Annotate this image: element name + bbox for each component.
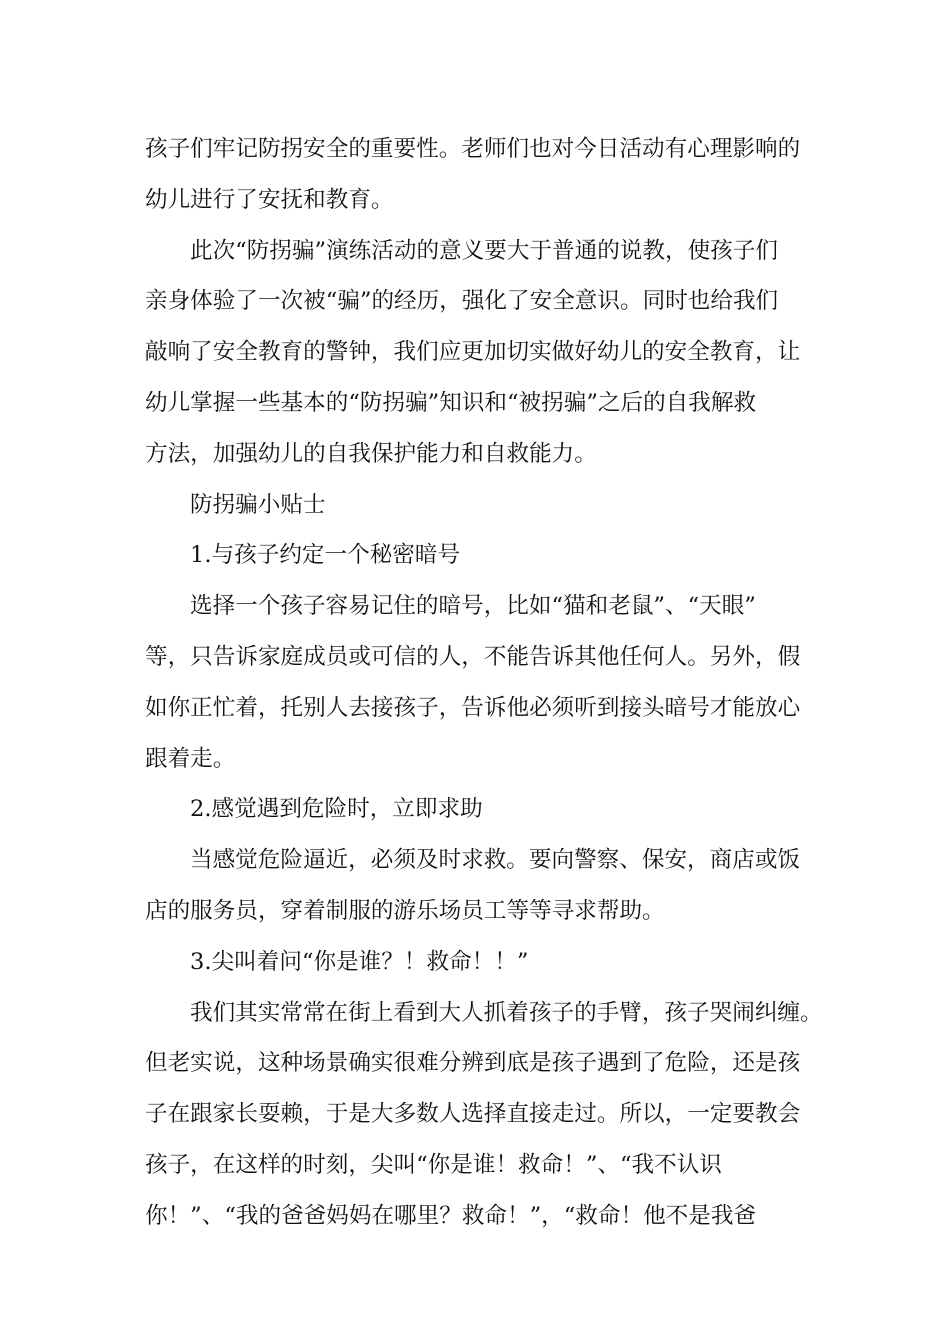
text-line-22: 你！”、“我的爸爸妈妈在哪里？救命！”，“救命！他不是我爸 — [145, 1202, 757, 1229]
tip-heading-2: 2.感觉遇到危险时，立即求助 — [190, 796, 483, 823]
document-page — [145, 124, 823, 1242]
text-line-3: 此次“防拐骗”演练活动的意义要大于普通的说教，使孩子们 — [190, 237, 778, 264]
text-line-4: 亲身体验了一次被“骗”的经历，强化了安全意识。同时也给我们 — [145, 288, 779, 315]
section-heading-tips: 防拐骗小贴士 — [190, 491, 326, 518]
text-line-1: 孩子们牢记防拐安全的重要性。老师们也对今日活动有心理影响的 — [145, 136, 801, 162]
tip-heading-1: 1.与孩子约定一个秘密暗号 — [190, 542, 461, 569]
text-line-15: 当感觉危险逼近，必须及时求救。要向警察、保安，商店或饭 — [190, 847, 801, 874]
text-line-12: 如你正忙着，托别人去接孩子，告诉他必须听到接头暗号才能放心 — [145, 694, 801, 721]
text-line-5: 敲响了安全教育的警钟，我们应更加切实做好幼儿的安全教育，让 — [145, 339, 801, 366]
text-line-10: 选择一个孩子容易记住的暗号，比如“猫和老鼠”、“天眼” — [190, 593, 756, 620]
text-line-20: 子在跟家长耍赖，于是大多数人选择直接走过。所以，一定要教会 — [145, 1101, 801, 1128]
text-line-11: 等，只告诉家庭成员或可信的人，不能告诉其他任何人。另外，假 — [145, 643, 801, 670]
text-line-6: 幼儿掌握一些基本的“防拐骗”知识和“被拐骗”之后的自我解救 — [145, 389, 757, 416]
tip-heading-3: 3.尖叫着问“你是谁？！救命！！” — [190, 948, 529, 975]
text-line-18: 我们其实常常在街上看到大人抓着孩子的手臂，孩子哭闹纠缠。 — [190, 999, 823, 1026]
text-line-19: 但老实说，这种场景确实很难分辨到底是孩子遇到了危险，还是孩 — [145, 1050, 801, 1077]
text-line-21: 孩子，在这样的时刻，尖叫“你是谁！救命！”、“我不认识 — [145, 1151, 722, 1178]
text-line-13: 跟着走。 — [145, 745, 236, 772]
text-line-2: 幼儿进行了安抚和教育。 — [145, 186, 394, 213]
text-line-16: 店的服务员，穿着制服的游乐场员工等等寻求帮助。 — [145, 897, 665, 924]
text-line-7: 方法，加强幼儿的自我保护能力和自救能力。 — [145, 440, 597, 467]
